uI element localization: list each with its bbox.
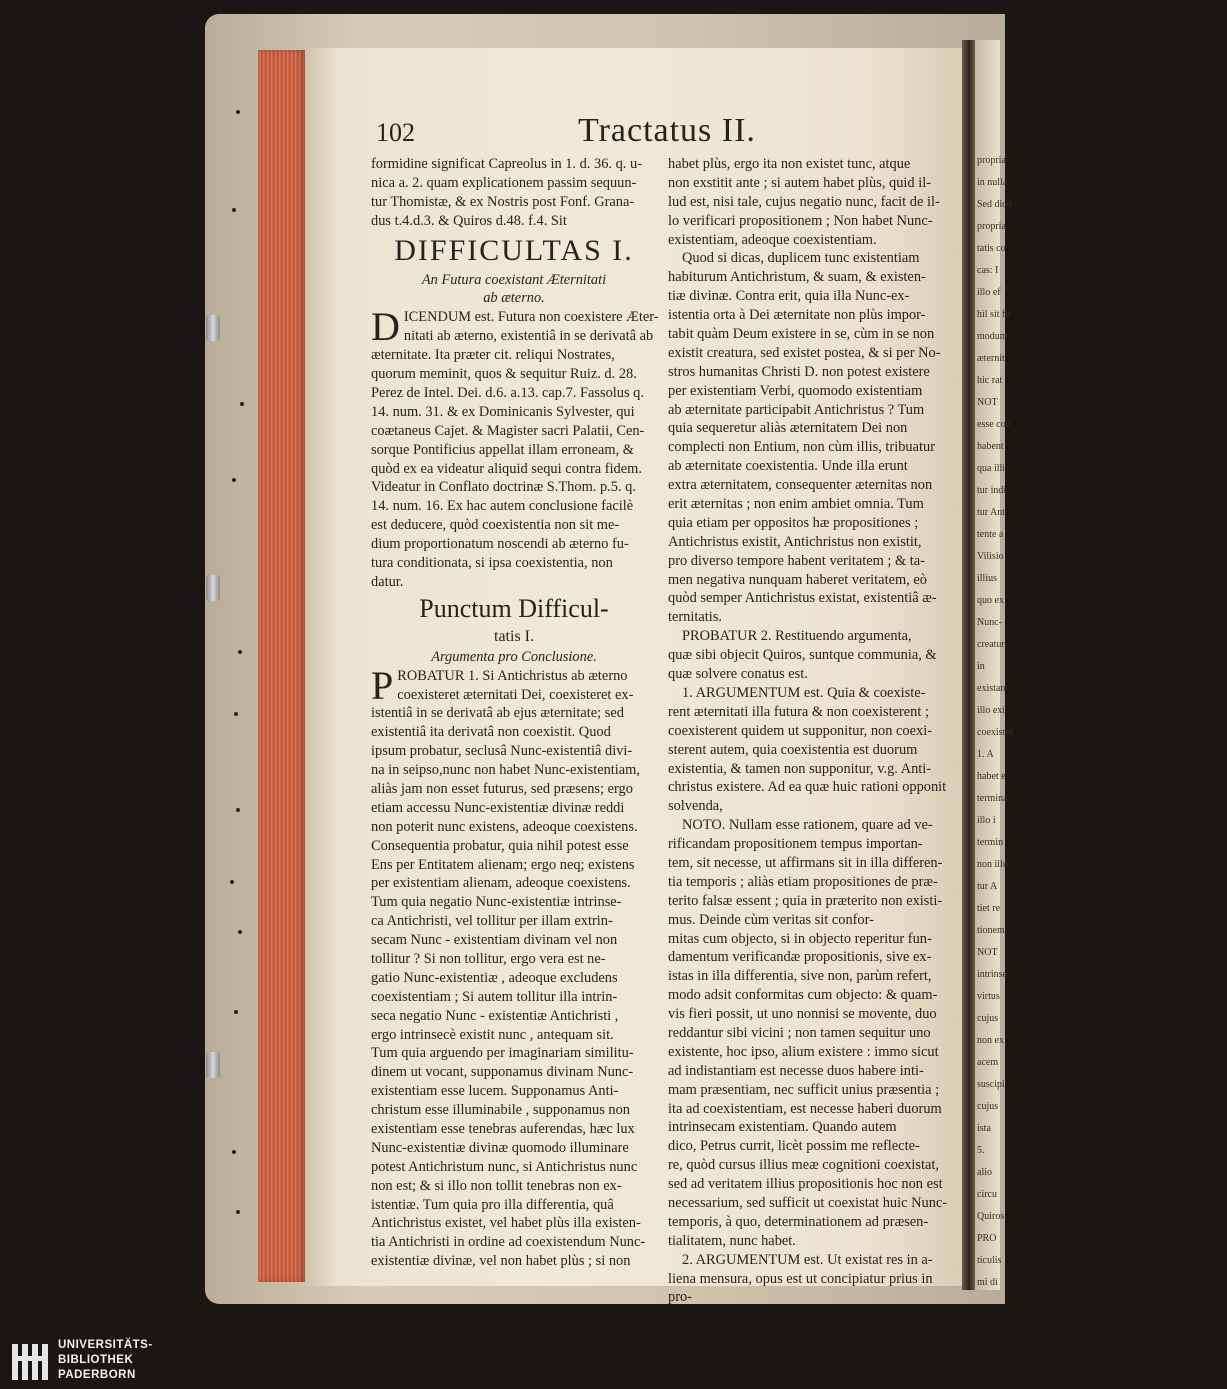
worm-hole xyxy=(236,808,240,812)
text-line: 14. num. 16. Ex hac autem conclusione facilè xyxy=(371,498,634,515)
text-line: habiturum Antichristum, & suam, & existen- xyxy=(668,269,926,286)
text-line: coætaneus Cajet. & Magister sacri Palatii, Cen- xyxy=(371,422,645,439)
facing-page-fragment: qua illi xyxy=(977,463,1006,474)
text-line: re, quòd cursus illius meæ cognitioni coexistat, xyxy=(668,1157,939,1174)
text-line: men negativa nunquam haberet veritatem, eò xyxy=(668,571,927,588)
facing-page-fragment: propria xyxy=(977,221,1006,232)
facing-page-fragment: NOT xyxy=(977,947,998,958)
facing-page-fragment: in nulla xyxy=(977,177,1008,188)
worm-hole xyxy=(234,1010,238,1014)
text-line: non poterit nunc existens, adeoque coexistens. xyxy=(371,818,638,835)
facing-page-fragment: NOT xyxy=(977,397,998,408)
paragraph-probatur-1-body xyxy=(371,662,657,1272)
facing-page-fragment: tionem xyxy=(977,925,1005,936)
facing-page-fragment: cas: I xyxy=(977,265,999,276)
facing-page-fragment: Quiros. xyxy=(977,1211,1007,1222)
worm-hole xyxy=(236,110,240,114)
facing-page-fragment: 1. A xyxy=(977,749,994,760)
text-line: christum esse illuminabile , supponamus non xyxy=(371,1102,631,1119)
punctum-title-2: tatis I. xyxy=(494,627,534,645)
text-line: ICENDUM est. Futura non coexistere Æter- xyxy=(403,309,659,326)
text-line: sterent autem, quia coexistentia est duorum xyxy=(668,741,918,758)
text-line: vis fieri possit, ut uno nonnisi se movente, duo xyxy=(668,1006,937,1023)
drop-cap: D xyxy=(371,304,400,350)
facing-page-fragment: ista xyxy=(977,1123,991,1134)
text-line: non exstitit ante ; si autem habet plùs, quid il- xyxy=(668,174,931,191)
worm-hole xyxy=(240,402,244,406)
text-line: ab æternitate participabit Antichristus ? Tum xyxy=(668,401,925,418)
paragraph-probatur-1 xyxy=(371,662,657,1272)
difficultas-heading: DIFFICULTAS I. xyxy=(394,233,634,267)
facing-page-fragment: hic rat xyxy=(977,375,1003,386)
text-line: sorque Pontificius appellat illam erroneam, & xyxy=(371,441,634,458)
text-line: ternitatis. xyxy=(668,609,722,626)
text-line: ita ad coexistentiam, est necesse haberi duorum xyxy=(668,1100,942,1117)
intro-paragraph xyxy=(371,155,657,231)
difficultas-subtitle-2: ab æterno. xyxy=(483,290,545,307)
text-line: istentiæ. Tum quia pro illa differentia, quâ xyxy=(371,1196,614,1213)
text-line: nitati ab æterno, existentiâ in se derivatâ ab xyxy=(403,328,654,345)
facing-page-fragment: termin xyxy=(977,837,1004,848)
text-line: Ens per Entitatem alienam; ergo neq; existens xyxy=(371,856,635,873)
paragraph-quod-si-dicas xyxy=(668,249,948,627)
library-name xyxy=(58,1338,153,1383)
library-mark-icon xyxy=(10,1340,50,1384)
facing-page-fragment: illo ef xyxy=(977,287,1001,298)
text-line: modo adsit conformitas cum objecto: & quam- xyxy=(668,987,938,1004)
text-line: tiæ divinæ. Contra erit, quia illa Nunc-ex- xyxy=(668,288,910,305)
facing-page-fragment: intrinse xyxy=(977,969,1007,980)
text-line: PROBATUR 2. Restituendo argumenta, xyxy=(682,628,912,645)
left-column xyxy=(371,155,657,1271)
facing-page-fragment: tente a xyxy=(977,529,1004,540)
text-line: necessarium, sed sufficit ut coexistat huic Nunc- xyxy=(668,1194,948,1211)
facing-page-fragment: quo ex xyxy=(977,595,1004,606)
text-line: Videatur in Conflato doctrinæ S.Thom. p.5. q. xyxy=(371,479,636,496)
page-number: 102 xyxy=(376,118,415,147)
paragraph-argumentum-2 xyxy=(668,1251,948,1308)
text-line: coexisterent quidem ut supponitur, non coexi- xyxy=(668,722,932,739)
facing-page-fragment: creatur xyxy=(977,639,1005,650)
metal-clasp xyxy=(206,1052,220,1078)
paragraph-dicendum-body xyxy=(371,304,659,591)
paragraph-noto xyxy=(668,816,948,1250)
text-line: stros humanitas Christi D. non potest existere xyxy=(668,363,930,380)
facing-page-fragment: esse coe xyxy=(977,419,1011,430)
text-line: reddantur sibi vicini ; non tamen sequitur uno xyxy=(668,1024,931,1041)
worm-hole xyxy=(232,1150,236,1154)
text-line: potest Antichristum nunc, si Antichristus nunc xyxy=(371,1158,638,1175)
text-line: gatio Nunc-existentiæ , adeoque excludens xyxy=(371,969,618,986)
text-line: erit æternitas ; non enim ambiet omnia. Tum xyxy=(668,496,924,513)
text-line: christus existere. Ad ea quæ huic rationi opponit xyxy=(668,779,947,796)
facing-page-fragment: alio xyxy=(977,1167,992,1178)
facing-page-fragment: tatis co xyxy=(977,243,1006,254)
text-line: Perez de Intel. Dei. d.6. a.13. cap.7. Fassolus q. xyxy=(371,384,644,401)
text-line: 14. num. 31. & ex Dominicanis Sylvester, qui xyxy=(371,403,635,420)
text-line: Quod si dicas, duplicem tunc existentiam xyxy=(682,250,920,267)
text-line: coexisteret æternitati Dei, coexisteret ex- xyxy=(397,686,634,703)
text-line: quia sequeretur aliàs æternitatem Dei non xyxy=(668,420,908,437)
facing-page-fragment: tiet re xyxy=(977,903,1001,914)
text-line: rent æternitati illa futura & non coexisterent ; xyxy=(668,703,929,720)
text-line: damentum verificandæ propositionis, sive ex- xyxy=(668,949,932,966)
text-line: ca Antichristi, vel tollitur per illam extrin- xyxy=(371,913,613,930)
text-line: per existentiam alienam, adeoque coexistens. xyxy=(371,875,631,892)
library-logo xyxy=(10,1338,160,1386)
text-line: Tum quia arguendo per imaginariam similitu- xyxy=(371,1045,634,1062)
worm-hole xyxy=(232,478,236,482)
text-line: pro diverso tempore habent veritatem ; & ta- xyxy=(668,552,925,569)
text-line: na in seipso,nunc non habet Nunc-existentiam, xyxy=(371,762,640,779)
text-line: Antichristus existit, Antichristus non existit, xyxy=(668,533,922,550)
facing-page-fragment: PRO xyxy=(977,1233,997,1244)
argumenta-subtitle: Argumenta pro Conclusione. xyxy=(431,648,597,665)
text-line: tialitatem, nunc habet. xyxy=(668,1232,796,1249)
facing-page-fragment: circu xyxy=(977,1189,997,1200)
text-line: Antichristus existet, vel habet plùs illa existen- xyxy=(371,1215,641,1232)
text-line: sed ad veritatem illius propositionis hoc non est xyxy=(668,1176,943,1193)
facing-page-fragment: mi di xyxy=(977,1277,998,1288)
text-line: 1. ARGUMENTUM est. Quia & coexiste- xyxy=(682,684,926,701)
facing-page-fragment: Vilisio xyxy=(977,551,1004,562)
text-line: mus. Deinde cùm veritas sit confor- xyxy=(668,911,874,928)
text-line: etiam accessu Nunc-existentiæ divinæ reddi xyxy=(371,799,625,816)
facing-page-strip xyxy=(975,40,1014,1290)
facing-page-fragment: in xyxy=(977,661,985,672)
paragraph-argumentum-1 xyxy=(668,684,948,816)
facing-page-fragment: tur Ant xyxy=(977,507,1006,518)
text-line: per existentiam Verbi, quomodo existentiam xyxy=(668,382,923,399)
facing-page-fragment: cujus xyxy=(977,1101,999,1112)
text-line: quæ solvere conatus est. xyxy=(668,666,808,683)
text-line: istas in illa differentia, sive non, parùm refert, xyxy=(668,968,932,985)
worm-hole xyxy=(234,712,238,716)
facing-page-fragment: illo exi xyxy=(977,705,1006,716)
text-line: 2. ARGUMENTUM est. Ut existat res in a- xyxy=(682,1251,933,1268)
text-line: æternitate. Ita præter cit. reliqui Nostrates, xyxy=(371,347,615,364)
library-name-line-2: BIBLIOTHEK xyxy=(58,1354,134,1366)
text-line: Nunc-existentiæ divinæ quomodo illuminare xyxy=(371,1139,629,1156)
library-name-line-1: UNIVERSITÄTS- xyxy=(58,1339,153,1351)
text-line: ad indistantiam est necesse duos habere inti- xyxy=(668,1062,924,1079)
facing-page-fragment: propria xyxy=(977,155,1006,166)
text-line: secam Nunc - existentiam divinam vel non xyxy=(371,932,618,949)
text-line: ergo intrinsecè existit nunc , antequam sit. xyxy=(371,1026,614,1043)
text-line: aliàs jam non esset futurus, sed præsens; ergo xyxy=(371,780,633,797)
facing-page-fragment: illius xyxy=(977,573,998,584)
facing-page-fragment: cujus xyxy=(977,1013,999,1024)
facing-page-fragment: coexister xyxy=(977,727,1014,738)
text-line: Consequentia probatur, quia nihil potest esse xyxy=(371,837,629,854)
text-line: istentia orta à Dei æternitate non plùs impor- xyxy=(668,307,926,324)
text-line: tia Antichristi in ordine ad coexistendum Nunc- xyxy=(371,1234,646,1251)
paragraph-probatur-2 xyxy=(668,627,948,684)
facing-page-fragment: Nunc- xyxy=(977,617,1002,628)
text-line: liena mensura, opus est ut concipiatur prius in xyxy=(668,1270,933,1287)
text-line: existentiam esse tenebras auferendas, hæc lux xyxy=(371,1121,635,1138)
facing-page-fragment: 5. xyxy=(977,1145,985,1156)
facing-page-fragment: illo i xyxy=(977,815,996,826)
text-line: lo verificari propositionem ; Non habet Nunc- xyxy=(668,212,933,229)
facing-page-fragment: acem xyxy=(977,1057,999,1068)
drop-cap: P xyxy=(371,662,394,708)
paragraph-dicendum xyxy=(371,304,659,591)
text-line: tia temporis ; aliàs etiam propositiones de præ- xyxy=(668,873,938,890)
text-line: existentiæ divinæ, vel non habet plùs ; si non xyxy=(371,1253,631,1270)
library-name-line-3: PADERBORN xyxy=(58,1369,136,1381)
right-column xyxy=(668,155,948,1307)
text-line: dico, Petrus currit, licèt possim me reflecte- xyxy=(668,1138,920,1155)
text-line: tura conditionata, si ipsa coexistentia, non xyxy=(371,554,613,571)
right-continuation xyxy=(668,155,948,249)
facing-page-fragment: virtus xyxy=(977,991,1000,1002)
facing-page-fragment: termina xyxy=(977,793,1008,804)
facing-page-fragment: habent xyxy=(977,441,1004,452)
text-line: intrinsecam existentiam. Quando autem xyxy=(668,1119,897,1136)
worm-hole xyxy=(238,650,242,654)
facing-page-fragment: hil sit fe xyxy=(977,309,1010,320)
facing-page-fragment: modum xyxy=(977,331,1008,342)
text-line: seca negatio Nunc - existentiæ Antichristi , xyxy=(371,1007,619,1024)
text-line: dinem ut vocant, supponamus divinam Nunc- xyxy=(371,1064,634,1081)
text-line: tem, sit necesse, ut affirmans sit in illa differen- xyxy=(668,854,943,871)
facing-page-fragment: tur indi xyxy=(977,485,1007,496)
text-line: lud est, nisi tale, cujus negatio nunc, facit de il- xyxy=(668,193,940,210)
text-line: quia etiam per oppositos hæ propositiones ; xyxy=(668,514,919,531)
text-line: dium proportionatum noscendi ab æterno fu- xyxy=(371,536,629,553)
text-line: quòd semper Antichristus existat, existentiâ æ- xyxy=(668,590,937,607)
facing-page-fragment: non ex xyxy=(977,1035,1004,1046)
facing-page-fragment: suscipi xyxy=(977,1079,1005,1090)
facing-page-fragment: tur A xyxy=(977,881,998,892)
text-line: existente, hoc ipso, alium existere : immo sicut xyxy=(668,1043,939,1060)
facing-page-fragment: æternit xyxy=(977,353,1005,364)
facing-page-fragment: Sed dico xyxy=(977,199,1012,210)
text-line: est deducere, quòd coexistentia non sit me- xyxy=(371,517,620,534)
text-line: existentiâ ita derivatâ non coexistit. Quod xyxy=(371,724,611,741)
text-line: existentiam, adeoque coexistentiam. xyxy=(668,231,877,248)
facing-page-fragment: ticulis xyxy=(977,1255,1002,1266)
metal-clasp xyxy=(206,575,220,601)
text-line: tollitur ? Si non tollitur, ergo vera est ne- xyxy=(371,951,606,967)
text-line: ab æternitate coexistentia. Unde illa erunt xyxy=(668,458,908,475)
text-line: tur Thomistæ, & ex Nostris post Fonf. Grana- xyxy=(371,193,635,210)
book-gutter xyxy=(962,40,976,1290)
text-line: quorum meminit, quos & sequitur Ruiz. d. 28. xyxy=(371,366,637,383)
text-line: ROBATUR 1. Si Antichristus ab æterno xyxy=(397,667,628,684)
text-line: mam præsentiam, nec sufficit unius præsentia ; xyxy=(668,1081,940,1098)
text-line: rificandam propositionem tempus importan- xyxy=(668,836,923,853)
text-line: formidine significat Capreolus in 1. d. 36. q. u- xyxy=(371,156,642,172)
text-line: existit creatura, sed existet postea, & si per No- xyxy=(668,344,941,361)
text-line: datur. xyxy=(371,573,404,590)
worm-hole xyxy=(230,880,234,884)
text-line: extra æternitatem, consequenter æternitas non xyxy=(668,477,933,494)
text-line: dus t.4.d.3. & Quiros d.48. f.4. Sit xyxy=(371,212,567,229)
text-line: ipsum probatur, seclusâ Nunc-existentiâ divi- xyxy=(371,743,633,760)
text-line: existentiam esse lucem. Supponamus Anti- xyxy=(371,1083,619,1100)
text-line: istentiâ in se derivatâ ab ejus æternitate; sed xyxy=(371,705,624,722)
worm-hole xyxy=(238,930,242,934)
text-line: Tum quia negatio Nunc-existentiæ intrinse- xyxy=(371,894,622,911)
text-line: pro- xyxy=(668,1289,692,1306)
punctum-title: Punctum Difficul- xyxy=(419,593,609,623)
text-line: temporis, à quo, determinationem ad præsen- xyxy=(668,1213,929,1230)
red-page-edges xyxy=(258,50,306,1282)
text-line: complecti non Entium, non cùm illis, tribuatur xyxy=(668,439,935,456)
text-line: solvenda, xyxy=(668,798,723,815)
text-line: quòd ex ea videatur aliquid sequi contra fidem. xyxy=(371,460,642,477)
facing-page-fragment: habet e xyxy=(977,771,1006,782)
facing-page-fragment: non illu xyxy=(977,859,1008,870)
text-line: coexistentiam ; Si autem tollitur illa intrin- xyxy=(371,988,618,1005)
text-line: non est; & si illo non tollit tenebras non ex- xyxy=(371,1177,622,1194)
text-line: NOTO. Nullam esse rationem, quare ad ve- xyxy=(682,817,933,834)
text-line: terito falsæ essent ; quia in præterito non existi- xyxy=(668,892,943,909)
text-line: quæ sibi objecit Quiros, suntque communia, & xyxy=(668,647,937,664)
worm-hole xyxy=(236,1210,240,1214)
text-line: mitas cum objecto, si in objecto reperitur fun- xyxy=(668,930,932,947)
text-line: existentia, & tamen non supponitur, v.g. Anti- xyxy=(668,760,932,777)
text-line: tabit quàm Deum existere in se, cùm in se non xyxy=(668,326,935,343)
text-line: nica a. 2. quam explicationem passim sequun- xyxy=(371,174,637,191)
text-line: habet plùs, ergo ita non existet tunc, atque xyxy=(668,156,911,172)
running-head: Tractatus II. xyxy=(578,112,756,149)
facing-page-fragment: existant xyxy=(977,683,1009,694)
worm-hole xyxy=(232,208,236,212)
difficultas-subtitle-1: An Futura coexistant Æternitati xyxy=(421,271,607,288)
metal-clasp xyxy=(206,315,220,341)
